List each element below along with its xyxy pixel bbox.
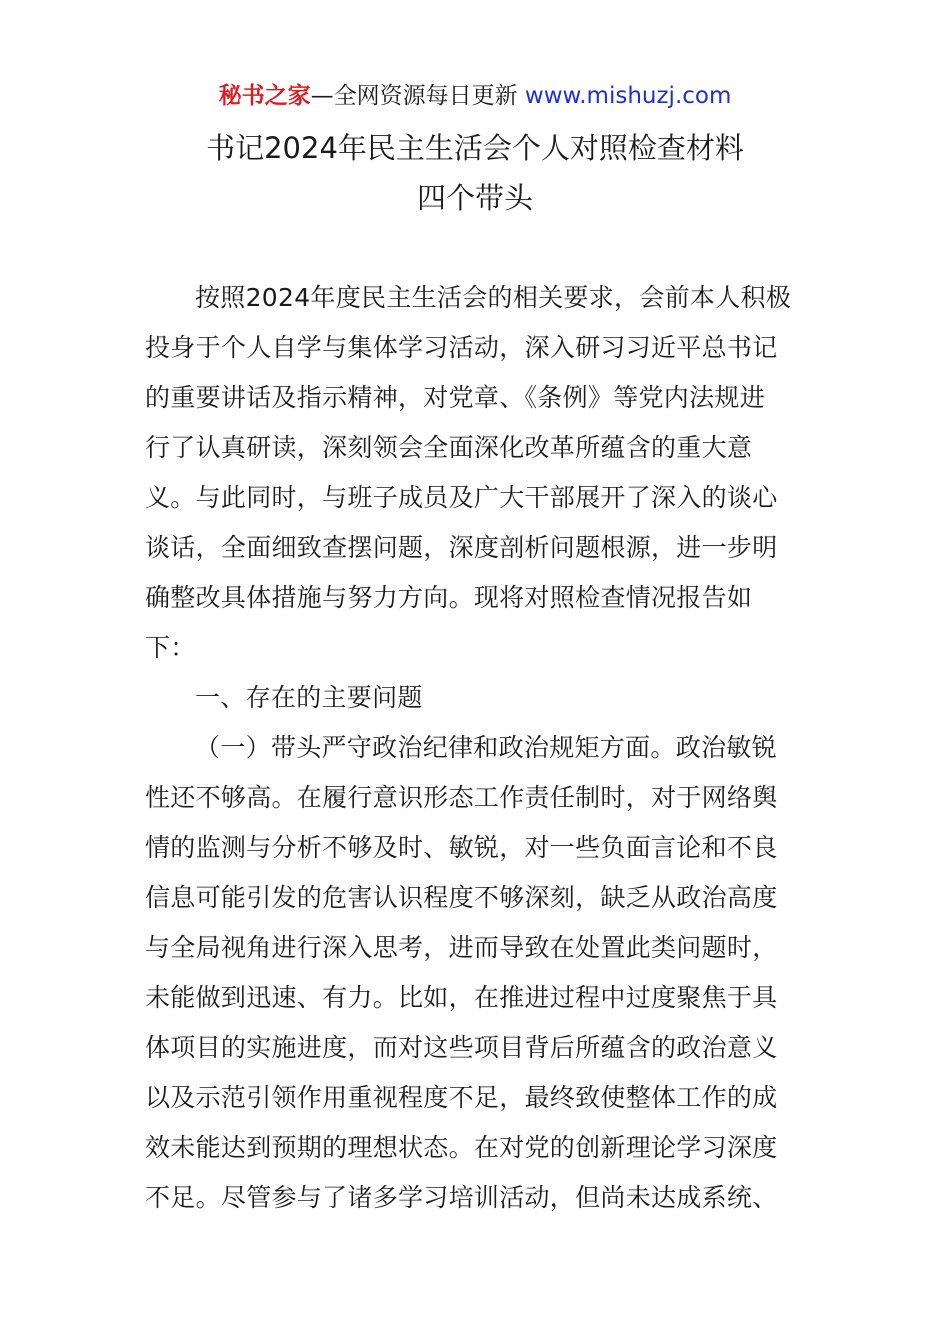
body-line: 情的监测与分析不够及时、敏锐，对一些负面言论和不良	[145, 833, 778, 862]
body-line: 不足。尽管参与了诸多学习培训活动，但尚未达成系统、	[145, 1183, 778, 1212]
document-title: 书记2024年民主生活会个人对照检查材料	[206, 131, 744, 165]
body-line: （一）带头严守政治纪律和政治规矩方面。政治敏锐	[195, 733, 777, 762]
body-line: 确整改具体措施与努力方向。现将对照检查情况报告如	[145, 583, 753, 612]
body-line: 信息可能引发的危害认识程度不够深刻，缺乏从政治高度	[145, 883, 778, 912]
body-line: 体项目的实施进度，而对这些项目背后所蕴含的政治意义	[145, 1033, 778, 1062]
body-line: 行了认真研读，深刻领会全面深化改革所蕴含的重大意	[145, 433, 753, 462]
body-line: 义。与此同时，与班子成员及广大干部展开了深入的谈心	[145, 483, 778, 512]
site-header	[0, 80, 950, 112]
site-url-link[interactable]: www.mishuzj.com	[524, 83, 732, 109]
body-line: 以及示范引领作用重视程度不足，最终致使整体工作的成	[145, 1083, 778, 1112]
body-line: 未能做到迅速、有力。比如，在推进过程中过度聚焦于具	[145, 983, 778, 1012]
body-line: 按照2024年度民主生活会的相关要求，会前本人积极	[195, 283, 792, 312]
body-line: 效未能达到预期的理想状态。在对党的创新理论学习深度	[145, 1133, 778, 1162]
body-line: 与全局视角进行深入思考，进而导致在处置此类问题时，	[145, 933, 778, 962]
document-body	[145, 278, 809, 1228]
header-tagline: —全网资源每日更新	[310, 83, 525, 109]
document-subtitle: 四个带头	[416, 181, 533, 215]
body-line: 的重要讲话及指示精神，对党章、《条例》等党内法规进	[145, 383, 766, 412]
brand-name: 秘书之家	[218, 83, 311, 109]
body-line: 谈话，全面细致查摆问题，深度剖析问题根源，进一步明	[145, 533, 778, 562]
section-heading: 一、存在的主要问题	[195, 683, 423, 712]
body-line: 下：	[145, 633, 196, 662]
body-line: 性还不够高。在履行意识形态工作责任制时，对于网络舆	[145, 783, 778, 812]
body-line: 投身于个人自学与集体学习活动，深入研习习近平总书记	[145, 333, 778, 362]
